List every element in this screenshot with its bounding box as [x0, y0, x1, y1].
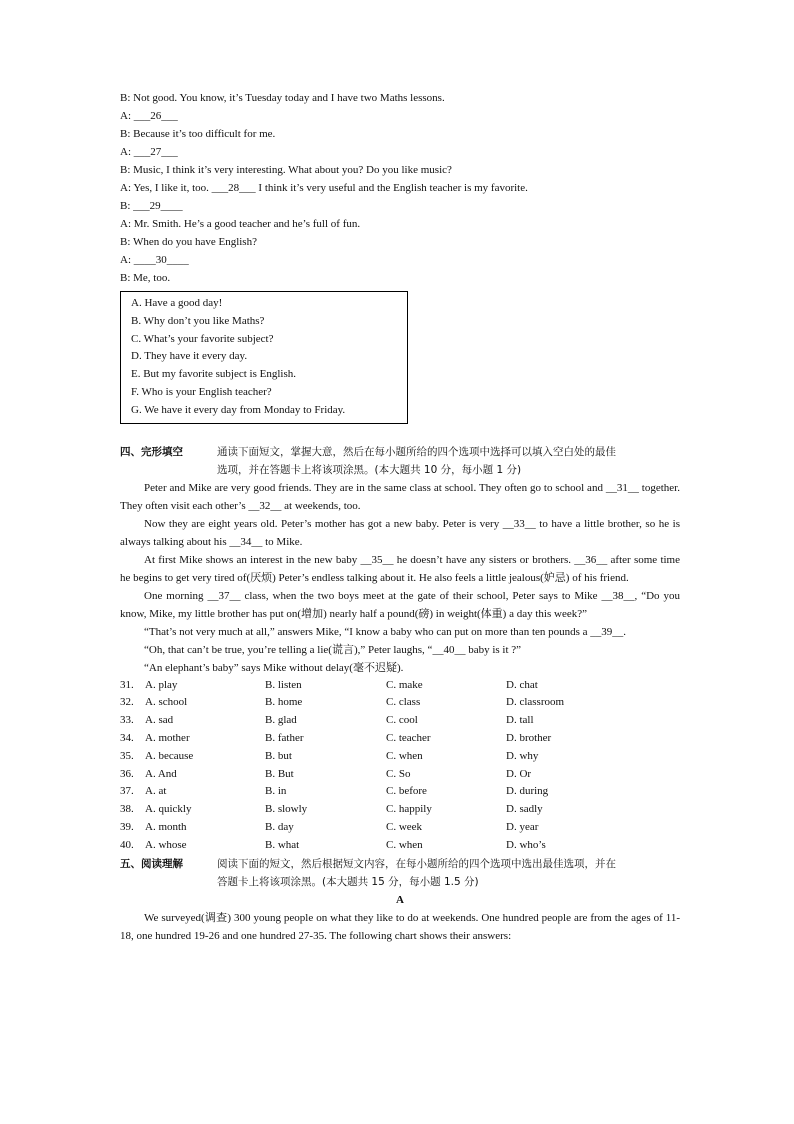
choice-c: C. before	[386, 785, 427, 798]
passage-heading: A	[396, 893, 404, 906]
question-number: 33.	[120, 714, 134, 727]
section-reading-header	[120, 855, 680, 891]
passage-paragraph: Peter and Mike are very good friends. They are in the same class at school. They often go to school and __31__ together. They often visit each other’s __32__ at weekends, too.	[120, 481, 680, 512]
choice-c: C. when	[386, 749, 423, 762]
question-number: 40.	[120, 838, 134, 851]
document-page	[120, 89, 680, 945]
section-cloze-header	[120, 443, 680, 479]
choice-b: B. home	[265, 696, 303, 709]
dialogue-line: B: Music, I think it’s very interesting. What about you? Do you like music?	[120, 164, 452, 176]
choice-c: C. cool	[386, 714, 418, 727]
instruction-line: 选项，并在答题卡上将该项涂黑。(本大题共 10 分，每小题 1 分)	[217, 463, 522, 476]
choice-c: C. make	[386, 678, 423, 691]
question-number: 31.	[120, 678, 134, 691]
choice-row	[120, 783, 680, 801]
choice-b: B. father	[265, 731, 304, 744]
choice-d: D. brother	[506, 731, 552, 744]
choice-b: B. in	[265, 785, 287, 798]
choice-c: C. So	[386, 767, 411, 780]
passage-paragraph: “That’s not very much at all,” answers Mike, “I know a baby who can put on more than ten pounds a __39__.	[144, 625, 627, 638]
passage-paragraph: Now they are eight years old. Peter’s mother has got a new baby. Peter is very __33__ to have a little brother, so he is always talking about his __34__ to Mike.	[120, 517, 680, 548]
option-item: C. What’s your favorite subject?	[131, 332, 274, 345]
question-number: 34.	[120, 731, 134, 744]
choice-d: D. tall	[506, 714, 534, 727]
choice-c: C. when	[386, 838, 423, 851]
choice-row	[120, 837, 680, 855]
dialogue-line: A: ___26___	[120, 110, 178, 122]
dialogue-line: B: ___29____	[120, 200, 183, 212]
option-item: F. Who is your English teacher?	[131, 385, 272, 398]
passage-paragraph: “An elephant’s baby” says Mike without delay(毫不迟疑).	[144, 661, 404, 674]
choice-b: B. listen	[265, 678, 302, 691]
choice-c: C. teacher	[386, 731, 431, 744]
choice-c: C. week	[386, 820, 423, 833]
choice-row	[120, 819, 680, 837]
choice-a: A. at	[145, 785, 167, 798]
option-item: D. They have it every day.	[131, 350, 248, 363]
choice-a: A. month	[145, 820, 187, 833]
instruction-line: 通读下面短文，掌握大意，然后在每小题所给的四个选项中选择可以填入空白处的最佳	[217, 445, 616, 458]
option-box	[120, 291, 408, 424]
choice-b: B. But	[265, 767, 294, 780]
choice-c: C. happily	[386, 803, 432, 816]
dialogue-line: A: Yes, I like it, too. ___28___ I think it’s very useful and the English teacher is my favorite.	[120, 182, 528, 194]
choice-row	[120, 694, 680, 712]
choice-row	[120, 801, 680, 819]
question-number: 36.	[120, 767, 134, 780]
choice-d: D. chat	[506, 678, 538, 691]
passage-paragraph: We surveyed(调查) 300 young people on what they like to do at weekends. One hundred people are from the ages of 11-18, one hundred 19-26 and one hundred 27-35. The following chart shows their answers:	[120, 911, 680, 942]
choice-c: C. class	[386, 696, 421, 709]
choice-b: B. what	[265, 838, 300, 851]
choice-a: A. school	[145, 696, 188, 709]
section-label: 四、完形填空	[120, 445, 183, 458]
choice-d: D. classroom	[506, 696, 565, 709]
dialogue-line: A: Mr. Smith. He’s a good teacher and he’s full of fun.	[120, 218, 361, 230]
dialogue	[120, 89, 680, 287]
dialogue-line: B: Me, too.	[120, 272, 171, 284]
choice-a: A. mother	[145, 731, 190, 744]
question-number: 32.	[120, 696, 134, 709]
choice-a: A. And	[145, 767, 177, 780]
answer-choices	[120, 677, 680, 855]
dialogue-line: A: ____30____	[120, 254, 189, 266]
choice-b: B. but	[265, 749, 292, 762]
option-item: G. We have it every day from Monday to Friday.	[131, 403, 346, 416]
choice-d: D. Or	[506, 767, 532, 780]
dialogue-line: B: When do you have English?	[120, 236, 257, 248]
choice-b: B. slowly	[265, 803, 308, 816]
choice-d: D. during	[506, 785, 549, 798]
cloze-passage	[120, 479, 680, 677]
choice-row	[120, 677, 680, 695]
choice-a: A. play	[145, 678, 178, 691]
section-instructions	[217, 443, 680, 479]
section-label: 五、阅读理解	[120, 857, 183, 870]
choice-b: B. glad	[265, 714, 297, 727]
choice-row	[120, 748, 680, 766]
instruction-line: 答题卡上将该项涂黑。(本大题共 15 分，每小题 1.5 分)	[217, 875, 479, 888]
choice-d: D. why	[506, 749, 539, 762]
option-item: E. But my favorite subject is English.	[131, 368, 296, 381]
question-number: 35.	[120, 749, 134, 762]
dialogue-line: B: Because it’s too difficult for me.	[120, 128, 276, 140]
choice-d: D. who’s	[506, 838, 546, 851]
section-instructions	[217, 855, 680, 891]
dialogue-line: B: Not good. You know, it’s Tuesday today and I have two Maths lessons.	[120, 92, 445, 104]
choice-a: A. sad	[145, 714, 174, 727]
dialogue-line: A: ___27___	[120, 146, 178, 158]
passage-paragraph: “Oh, that can’t be true, you’re telling a lie(谎言),” Peter laughs, “__40__ baby is it ?”	[144, 643, 522, 656]
choice-b: B. day	[265, 820, 294, 833]
choice-a: A. whose	[145, 838, 187, 851]
question-number: 37.	[120, 785, 134, 798]
question-number: 38.	[120, 803, 134, 816]
option-item: B. Why don’t you like Maths?	[131, 314, 265, 327]
passage-paragraph: At first Mike shows an interest in the new baby __35__ he doesn’t have any sisters or brothers. __36__ after some time he begins to get very tired of(厌烦) Peter’s endless talking about it. He also feels a little jealous(妒忌) of his friend.	[120, 553, 680, 584]
passage-paragraph: One morning __37__ class, when the two boys meet at the gate of their school, Peter says to Mike __38__, “Do you know, Mike, my little brother has put on(增加) nearly half a pound(磅) in weight(体重) a day this week?”	[120, 589, 680, 620]
choice-row	[120, 730, 680, 748]
choice-row	[120, 712, 680, 730]
choice-d: D. year	[506, 820, 539, 833]
option-item: A. Have a good day!	[131, 297, 223, 309]
instruction-line: 阅读下面的短文，然后根据短文内容，在每小题所给的四个选项中选出最佳选项，并在	[217, 857, 616, 870]
question-number: 39.	[120, 820, 134, 833]
choice-a: A. because	[145, 749, 194, 762]
choice-a: A. quickly	[145, 803, 192, 816]
choice-row	[120, 766, 680, 784]
choice-d: D. sadly	[506, 803, 543, 816]
